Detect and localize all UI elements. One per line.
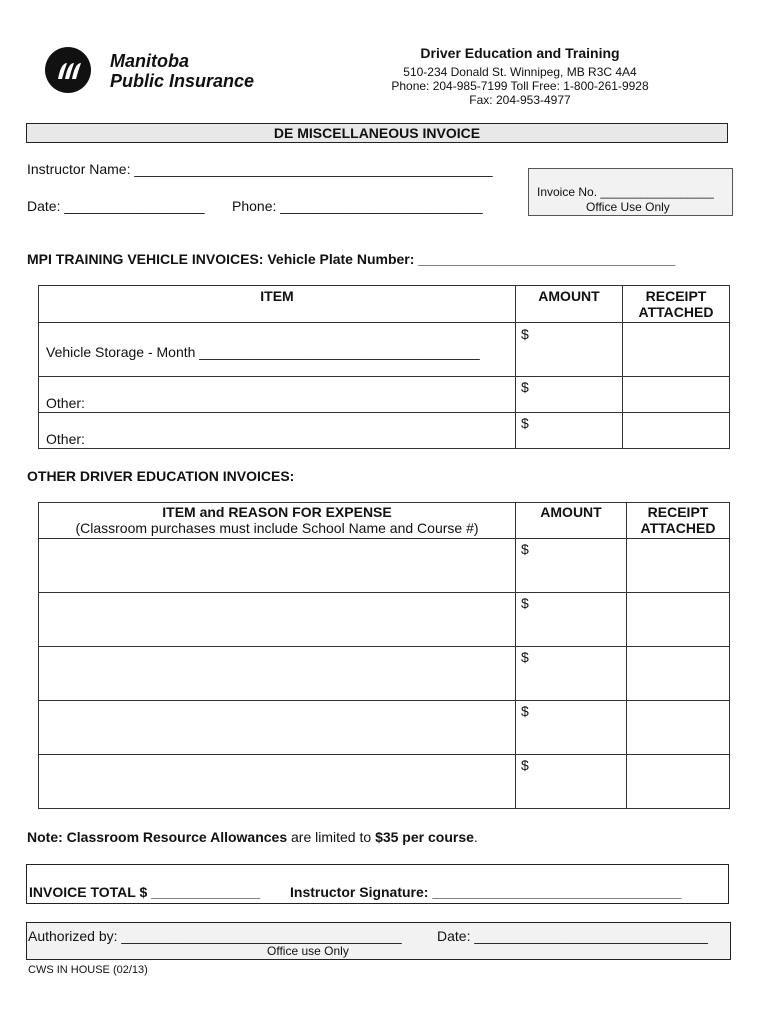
- amount-cell[interactable]: $: [516, 755, 627, 809]
- amount-cell[interactable]: $: [516, 701, 627, 755]
- invoice-total-box: [26, 864, 729, 904]
- item-cell[interactable]: [39, 647, 516, 701]
- receipt-cell[interactable]: [627, 755, 730, 809]
- col-receipt-header: RECEIPT ATTACHED: [623, 286, 730, 323]
- header-address: 510-234 Donald St. Winnipeg, MB R3C 4A4: [403, 65, 637, 79]
- logo-line1: Manitoba: [110, 51, 189, 71]
- col-item-header: ITEM: [39, 286, 516, 323]
- amount-cell[interactable]: $: [516, 593, 627, 647]
- allowance-note: [27, 829, 478, 845]
- item-cell[interactable]: [39, 593, 516, 647]
- instructor-name-field[interactable]: Instructor Name: ______________________________________________: [27, 161, 493, 177]
- receipt-cell[interactable]: [627, 593, 730, 647]
- phone-field[interactable]: Phone: __________________________: [232, 198, 483, 214]
- company-logo-text: [110, 51, 254, 91]
- col-item-header: [39, 503, 516, 539]
- office-use-label: Office Use Only: [586, 200, 670, 214]
- other-item-field[interactable]: Other:: [39, 377, 516, 413]
- table-row: [39, 539, 730, 593]
- receipt-cell[interactable]: [627, 701, 730, 755]
- table-row: [39, 377, 730, 413]
- col-receipt-header: RECEIPT ATTACHED: [627, 503, 730, 539]
- item-cell[interactable]: [39, 755, 516, 809]
- logo-line2: Public Insurance: [110, 71, 255, 91]
- receipt-cell[interactable]: [623, 377, 730, 413]
- mpi-vehicle-heading[interactable]: MPI TRAINING VEHICLE INVOICES: Vehicle Plate Number: _________________________________: [27, 251, 676, 267]
- form-code: CWS IN HOUSE (02/13): [28, 964, 148, 976]
- col-amount-header: AMOUNT: [516, 503, 627, 539]
- receipt-cell[interactable]: [627, 539, 730, 593]
- receipt-cell[interactable]: [623, 323, 730, 377]
- note-prefix: Note: Classroom Resource Allowances: [27, 829, 288, 845]
- office-use-label: Office use Only: [267, 944, 349, 958]
- invoice-total-field[interactable]: INVOICE TOTAL $ ______________: [29, 884, 261, 900]
- note-end: .: [473, 829, 478, 845]
- instructor-signature-field[interactable]: Instructor Signature: ________________________________: [290, 884, 682, 900]
- amount-cell[interactable]: $: [516, 323, 623, 377]
- authorized-box: [26, 922, 731, 960]
- other-invoices-heading: OTHER DRIVER EDUCATION INVOICES:: [27, 468, 295, 484]
- table-row: [39, 647, 730, 701]
- other-item-field[interactable]: Other:: [39, 413, 516, 449]
- date-field[interactable]: Date: __________________: [27, 198, 205, 214]
- amount-cell[interactable]: $: [516, 539, 627, 593]
- form-title: DE MISCELLANEOUS INVOICE: [26, 123, 728, 143]
- table-row: [39, 413, 730, 449]
- amount-cell[interactable]: $: [516, 413, 623, 449]
- receipt-cell[interactable]: [627, 647, 730, 701]
- table-row: [39, 323, 730, 377]
- receipt-cell[interactable]: [623, 413, 730, 449]
- note-middle: are limited to: [287, 829, 376, 845]
- item-cell[interactable]: [39, 539, 516, 593]
- table-row: [39, 755, 730, 809]
- col-amount-header: AMOUNT: [516, 286, 623, 323]
- note-amount: $35 per course: [375, 829, 474, 845]
- invoice-no-field[interactable]: Invoice No. _________________: [537, 185, 714, 199]
- col-item-note: (Classroom purchases must include School Name and Course #): [75, 520, 479, 536]
- amount-cell[interactable]: $: [516, 377, 623, 413]
- amount-cell[interactable]: $: [516, 647, 627, 701]
- mpi-invoice-table: [38, 285, 730, 449]
- item-cell[interactable]: [39, 701, 516, 755]
- office-use-box: [528, 168, 733, 216]
- table-row: [39, 701, 730, 755]
- authorized-by-field[interactable]: Authorized by: ____________________________________: [28, 928, 402, 944]
- other-invoice-table: [38, 502, 730, 809]
- header-fax: Fax: 204-953-4977: [469, 93, 571, 107]
- col-item-title: ITEM and REASON FOR EXPENSE: [162, 504, 392, 520]
- mpi-logo-icon: [45, 47, 91, 93]
- vehicle-storage-field[interactable]: Vehicle Storage - Month ____________________________________: [39, 323, 516, 377]
- authorized-date-field[interactable]: Date: ______________________________: [437, 928, 708, 944]
- table-row: [39, 593, 730, 647]
- header-title: Driver Education and Training: [420, 45, 620, 61]
- header-phone: Phone: 204-985-7199 Toll Free: 1-800-261-9928: [391, 79, 649, 93]
